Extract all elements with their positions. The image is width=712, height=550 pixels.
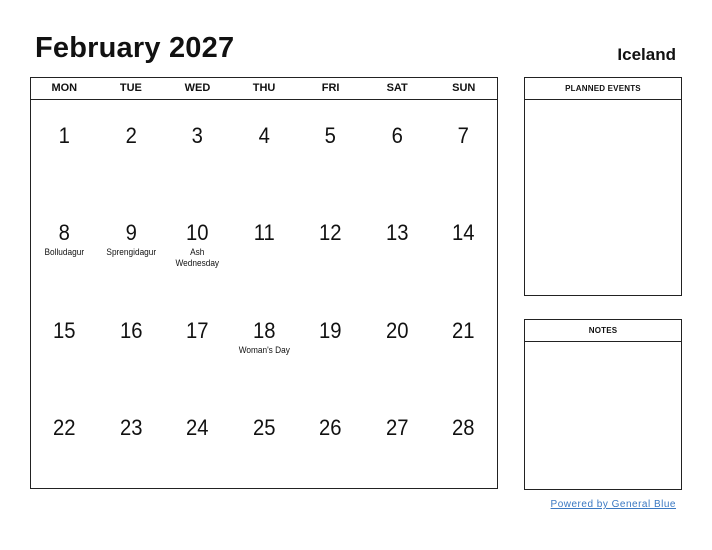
day-cell: [31, 391, 98, 488]
calendar-weeks: [31, 99, 497, 488]
day-cell: [164, 99, 231, 196]
holiday-label: Bolludagur: [44, 247, 85, 258]
day-cell: [164, 294, 231, 391]
day-cell: [430, 391, 497, 488]
day-cell: [164, 391, 231, 488]
day-number: 5: [324, 123, 337, 148]
weekday-label: SUN: [452, 82, 476, 94]
day-number: 25: [252, 414, 276, 440]
day-number: 7: [458, 123, 470, 148]
planned-events-header: PLANNED EVENTS: [525, 78, 681, 100]
day-number: 23: [119, 414, 143, 440]
day-cell: [231, 196, 298, 293]
day-cell: [98, 391, 165, 488]
day-cell: [297, 294, 364, 391]
day-cell: [430, 294, 497, 391]
day-number: 26: [319, 414, 342, 440]
day-cell: [231, 391, 298, 488]
page-title: February 2027: [35, 32, 235, 64]
day-number: 2: [125, 123, 137, 148]
powered-by-link[interactable]: Powered by General Blue: [550, 499, 676, 510]
day-number: 18: [252, 317, 276, 343]
weekday-label: FRI: [321, 82, 340, 94]
day-number: 14: [452, 220, 475, 246]
day-cell: [364, 196, 431, 293]
day-cell: [31, 196, 98, 293]
day-number: 13: [385, 220, 409, 246]
day-number: 15: [53, 317, 76, 343]
day-cell: [430, 99, 497, 196]
day-cell: [297, 99, 364, 196]
day-cell: [297, 196, 364, 293]
weekday-label: MON: [51, 82, 78, 94]
day-number: 28: [452, 414, 475, 440]
weekday-label: THU: [252, 82, 276, 94]
day-number: 17: [186, 317, 209, 343]
day-cell: [364, 99, 431, 196]
day-number: 20: [385, 317, 409, 343]
day-cell: [364, 294, 431, 391]
day-cell: [231, 99, 298, 196]
day-number: 10: [186, 220, 209, 246]
day-cell: [297, 391, 364, 488]
day-cell: [98, 99, 165, 196]
day-cell: [364, 391, 431, 488]
weekday-label: TUE: [119, 82, 142, 94]
day-number: 4: [258, 123, 270, 148]
notes-panel: [524, 319, 682, 490]
weekday-label: SAT: [386, 82, 408, 94]
day-number: 22: [53, 414, 76, 440]
day-number: 19: [319, 317, 342, 343]
notes-header: NOTES: [525, 320, 681, 342]
planned-events-panel: [524, 77, 682, 296]
holiday-label: Sprengidagur: [105, 247, 156, 258]
day-number: 24: [186, 414, 209, 440]
day-cell: [164, 196, 231, 293]
day-cell: [31, 99, 98, 196]
weekday-label: WED: [184, 82, 211, 94]
calendar-grid: [30, 77, 498, 489]
day-number: 3: [191, 123, 204, 148]
day-number: 27: [385, 414, 409, 440]
day-cell: [231, 294, 298, 391]
day-number: 16: [119, 317, 143, 343]
country-label: Iceland: [617, 45, 676, 64]
day-number: 8: [58, 220, 70, 246]
day-cell: [430, 196, 497, 293]
day-cell: [98, 294, 165, 391]
day-number: 21: [452, 317, 475, 343]
day-number: 6: [391, 123, 403, 148]
day-number: 11: [253, 220, 275, 246]
weekday-header-row: [31, 78, 497, 100]
day-number: 9: [125, 220, 137, 246]
day-cell: [31, 294, 98, 391]
day-number: 12: [319, 220, 342, 246]
day-number: 1: [58, 123, 70, 148]
holiday-label: Ash Wednesday: [175, 247, 220, 269]
day-cell: [98, 196, 165, 293]
holiday-label: Woman's Day: [238, 344, 290, 355]
